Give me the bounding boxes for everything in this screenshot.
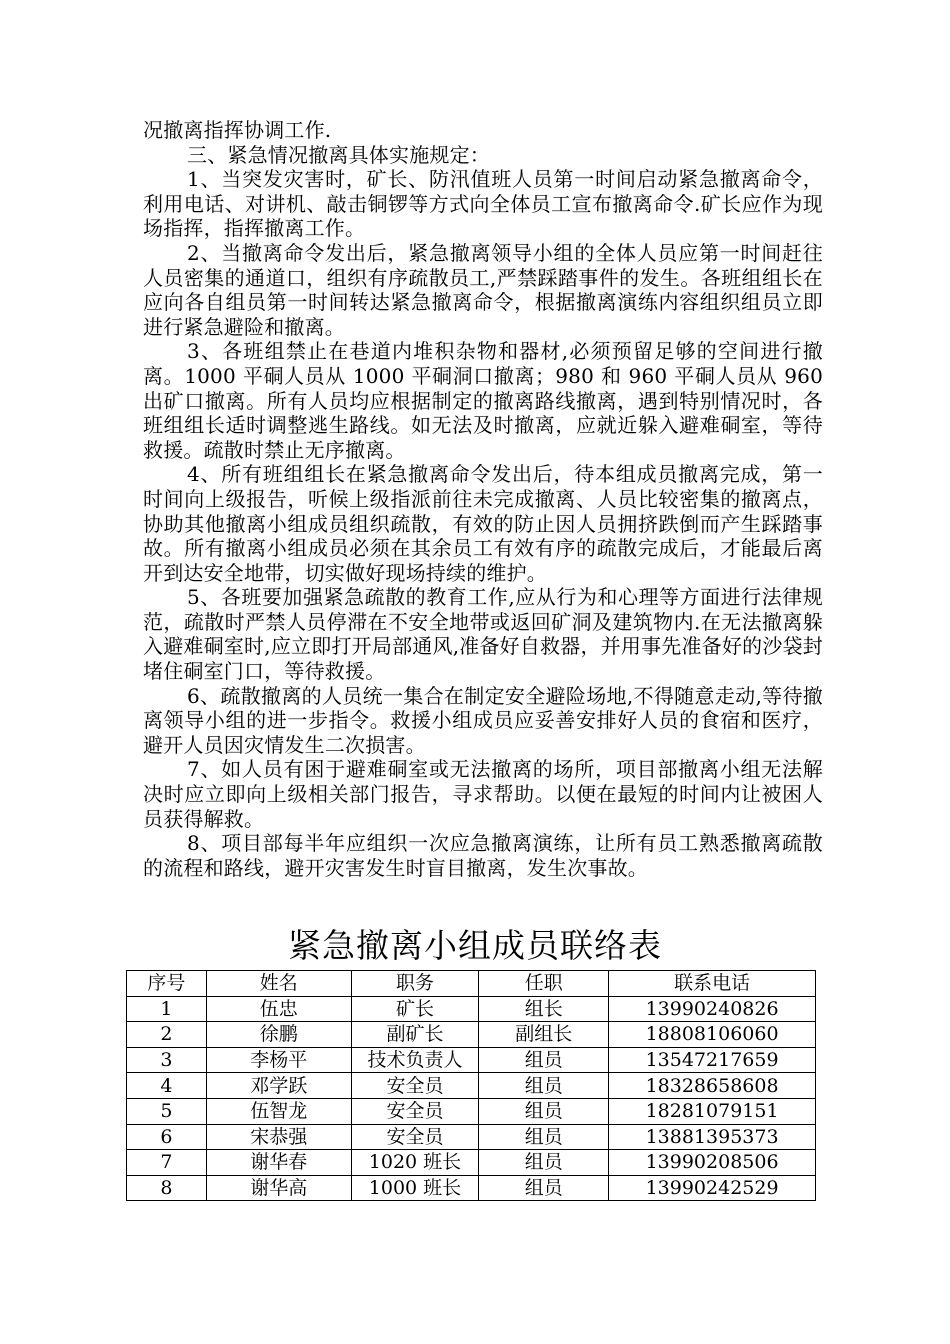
cell-position: 安全员: [351, 1073, 479, 1099]
cell-position: 1000 班长: [351, 1175, 479, 1201]
table-row: [127, 996, 816, 1022]
cell-number: 5: [127, 1098, 207, 1124]
paragraph-4: 4、所有班组组长在紧急撤离命令发出后，待本组成员撤离完成，第一时间向上级报告，听候上级指派前往未完成撤离、人员比较密集的撤离点，协助其他撤离小组成员组织疏散，有效的防止因人员拥挤跌倒而产生踩踏事故。所有撤离小组成员必须在其余员工有效有序的疏散完成后，才能最后离开到达安全地带，切实做好现场持续的维护。: [143, 462, 823, 585]
cell-phone: 13990242529: [609, 1175, 816, 1201]
cell-position: 技术负责人: [351, 1047, 479, 1073]
table-row: [127, 1073, 816, 1099]
table-row: [127, 1124, 816, 1150]
cell-role: 组员: [479, 1175, 609, 1201]
cell-role: 组员: [479, 1124, 609, 1150]
contact-table: [126, 970, 816, 1201]
paragraph-6: 6、疏散撤离的人员统一集合在制定安全避险场地,不得随意走动,等待撤离领导小组的进一步指令。救援小组成员应妥善安排好人员的食宿和医疗，避开人员因灾情发生二次损害。: [143, 683, 823, 757]
cell-phone: 13990240826: [609, 996, 816, 1022]
header-phone: 联系电话: [609, 971, 816, 997]
cell-name: 伍智龙: [206, 1098, 351, 1124]
cell-position: 副矿长: [351, 1022, 479, 1048]
paragraph-3: 3、各班组禁止在巷道内堆积杂物和器材,必须预留足够的空间进行撤离。1000 平硐人员从 1000 平硐洞口撤离；980 和 960 平硐人员从 960 出矿口撤离。所有人员均应根据制定的撤离路线撤离，遇到特别情况时，各班组组长适时调整逃生路线。如无法及时撤离，应就近躲入避难硐室，等待救援。疏散时禁止无序撤离。: [143, 339, 823, 462]
cell-role: 组长: [479, 996, 609, 1022]
cell-position: 1020 班长: [351, 1150, 479, 1176]
cell-role: 副组长: [479, 1022, 609, 1048]
table-row: [127, 1175, 816, 1201]
cell-name: 伍忠: [206, 996, 351, 1022]
cell-number: 6: [127, 1124, 207, 1150]
table-row: [127, 1150, 816, 1176]
cell-name: 徐鹏: [206, 1022, 351, 1048]
paragraph-2: 2、当撤离命令发出后，紧急撤离领导小组的全体人员应第一时间赶往人员密集的通道口，组织有序疏散员工,严禁踩踏事件的发生。各班组组长在应向各自组员第一时间转达紧急撤离命令，根据撤离演练内容组织组员立即进行紧急避险和撤离。: [143, 240, 823, 339]
cell-number: 8: [127, 1175, 207, 1201]
cell-name: 李杨平: [206, 1047, 351, 1073]
cell-role: 组员: [479, 1073, 609, 1099]
document-body: [143, 118, 823, 880]
cell-position: 安全员: [351, 1124, 479, 1150]
cell-number: 7: [127, 1150, 207, 1176]
table-header-row: [127, 971, 816, 997]
cell-name: 邓学跃: [206, 1073, 351, 1099]
paragraph-0: 况撤离指挥协调工作.: [143, 118, 332, 142]
header-number: 序号: [127, 971, 207, 997]
cell-number: 3: [127, 1047, 207, 1073]
cell-position: 安全员: [351, 1098, 479, 1124]
table-row: [127, 1022, 816, 1048]
cell-role: 组员: [479, 1047, 609, 1073]
paragraph-1: 1、当突发灾害时，矿长、防汛值班人员第一时间启动紧急撤离命令，利用电话、对讲机、敲击铜锣等方式向全体员工宣布撤离命令.矿长应作为现场指挥，指挥撤离工作。: [143, 167, 823, 241]
header-name: 姓名: [206, 971, 351, 997]
cell-number: 2: [127, 1022, 207, 1048]
section-heading: 三、紧急情况撤离具体实施规定：: [187, 142, 490, 167]
table-row: [127, 1047, 816, 1073]
cell-number: 1: [127, 996, 207, 1022]
paragraph-8: 8、项目部每半年应组织一次应急撤离演练，让所有员工熟悉撤离疏散的流程和路线，避开灾害发生时盲目撤离，发生次事故。: [143, 831, 823, 880]
cell-name: 谢华高: [206, 1175, 351, 1201]
cell-number: 4: [127, 1073, 207, 1099]
cell-phone: 18808106060: [609, 1022, 816, 1048]
table-row: [127, 1098, 816, 1124]
cell-phone: 13881395373: [609, 1124, 816, 1150]
cell-phone: 13547217659: [609, 1047, 816, 1073]
cell-position: 矿长: [351, 996, 479, 1022]
header-role: 任职: [479, 971, 609, 997]
paragraph-5: 5、各班要加强紧急疏散的教育工作,应从行为和心理等方面进行法律规范，疏散时严禁人员停滞在不安全地带或返回矿洞及建筑物内.在无法撤离躲入避难硐室时,应立即打开局部通风,准备好自救器，并用事先准备好的沙袋封堵住硐室门口，等待救援。: [143, 585, 823, 684]
cell-phone: 18281079151: [609, 1098, 816, 1124]
cell-name: 宋恭强: [206, 1124, 351, 1150]
cell-role: 组员: [479, 1098, 609, 1124]
cell-name: 谢华春: [206, 1150, 351, 1176]
cell-role: 组员: [479, 1150, 609, 1176]
table-title: 紧急撤离小组成员联络表: [288, 926, 662, 965]
paragraph-7: 7、如人员有困于避难硐室或无法撤离的场所，项目部撤离小组无法解决时应立即向上级相关部门报告，寻求帮助。以便在最短的时间内让被困人员获得解救。: [143, 757, 823, 831]
cell-phone: 13990208506: [609, 1150, 816, 1176]
cell-phone: 18328658608: [609, 1073, 816, 1099]
header-position: 职务: [351, 971, 479, 997]
